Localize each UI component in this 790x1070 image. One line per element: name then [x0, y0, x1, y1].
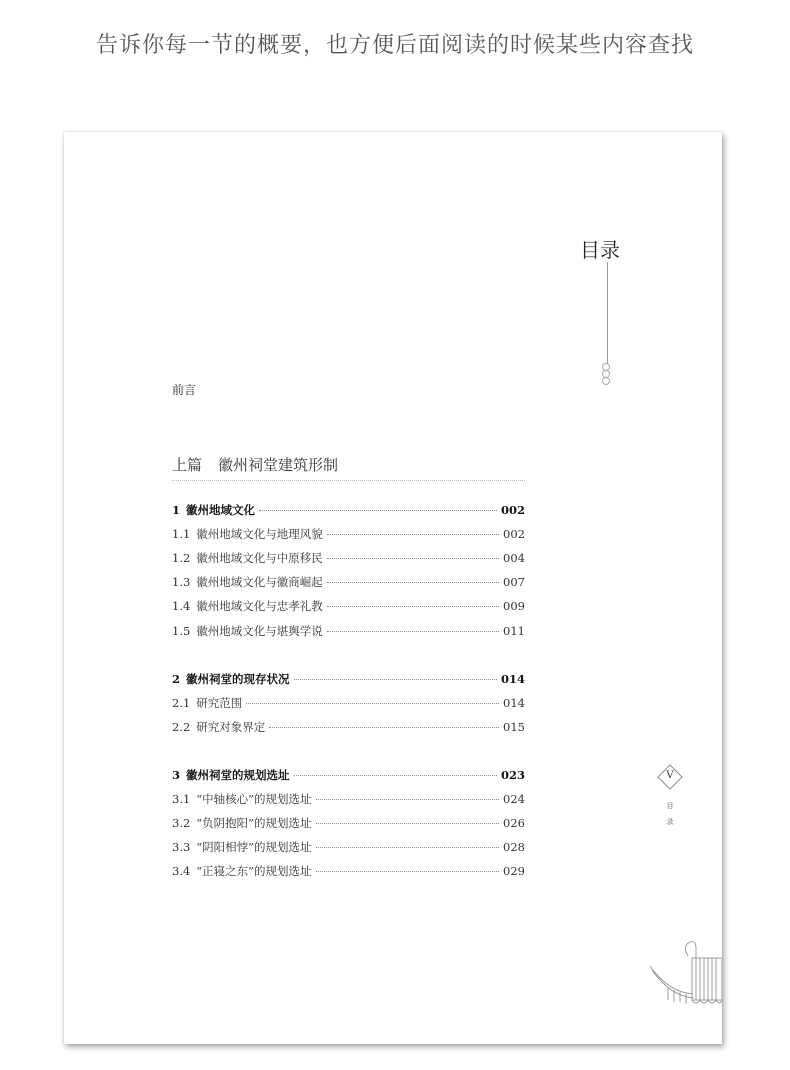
toc-chapter-entry[interactable] — [172, 767, 525, 783]
entry-title: 徽州地域文化 — [186, 503, 256, 517]
page-title: 目录 — [580, 238, 620, 262]
entry-number: 1.4 — [172, 599, 191, 613]
entry-page: 007 — [503, 575, 525, 589]
entry-page: 002 — [503, 527, 525, 541]
toc-section-entry[interactable] — [172, 526, 525, 542]
dot-leader — [327, 631, 499, 632]
entry-number: 2.2 — [172, 720, 191, 734]
dot-leader — [316, 847, 499, 848]
entry-title: 徽州祠堂的现存状况 — [186, 672, 290, 686]
dot-leader — [294, 775, 497, 776]
side-marker — [650, 768, 690, 830]
entry-page: 029 — [503, 864, 525, 878]
entry-page: 024 — [503, 792, 525, 806]
part-heading — [172, 454, 338, 475]
toc-section-entry[interactable] — [172, 815, 525, 831]
toc-section-entry[interactable] — [172, 695, 525, 711]
entry-title: 研究范围 — [196, 696, 243, 710]
dot-leader — [327, 534, 499, 535]
entry-page: 009 — [503, 599, 525, 613]
part-divider — [172, 480, 525, 481]
pavilion-illustration-icon — [648, 932, 722, 1036]
dot-leader — [316, 823, 499, 824]
toc-section-entry[interactable] — [172, 863, 525, 879]
dot-leader — [316, 871, 499, 872]
dot-leader — [327, 558, 499, 559]
part-title: 徽州祠堂建筑形制 — [218, 456, 339, 474]
entry-page: 014 — [500, 672, 525, 686]
entry-number: 1.5 — [172, 624, 191, 638]
title-divider — [607, 262, 608, 364]
side-label-1: 目 — [666, 802, 674, 810]
entry-number: 3 — [172, 768, 181, 782]
entry-number: 2.1 — [172, 696, 191, 710]
entry-title: “中轴核心”的规划选址 — [196, 792, 312, 806]
toc-section-entry[interactable] — [172, 839, 525, 855]
entry-title: 徽州地域文化与中原移民 — [196, 551, 323, 565]
toc-preface[interactable]: 前言 — [172, 383, 197, 397]
toc-section-entry[interactable] — [172, 598, 525, 614]
entry-page: 004 — [503, 551, 525, 565]
dot-leader — [316, 799, 499, 800]
book-page — [64, 132, 722, 1044]
part-label: 上篇 — [172, 456, 203, 474]
dot-leader — [259, 510, 497, 511]
entry-title: “正寝之东”的规划选址 — [196, 864, 312, 878]
entry-title: 研究对象界定 — [196, 720, 266, 734]
toc-section-entry[interactable] — [172, 623, 525, 639]
entry-page: 023 — [500, 768, 525, 782]
dot-leader — [327, 582, 499, 583]
entry-page: 002 — [500, 503, 525, 517]
dot-leader — [294, 679, 497, 680]
knot-ornament-icon — [602, 364, 610, 385]
entry-title: 徽州地域文化与忠孝礼教 — [196, 599, 323, 613]
entry-number: 3.1 — [172, 792, 191, 806]
entry-page: 015 — [503, 720, 525, 734]
dot-leader — [246, 703, 499, 704]
toc-chapter-entry[interactable] — [172, 671, 525, 687]
entry-page: 028 — [503, 840, 525, 854]
entry-title: 徽州祠堂的规划选址 — [186, 768, 290, 782]
entry-number: 3.2 — [172, 816, 191, 830]
entry-number: 1 — [172, 503, 181, 517]
toc-section-entry[interactable] — [172, 719, 525, 735]
entry-page: 026 — [503, 816, 525, 830]
entry-number: 2 — [172, 672, 181, 686]
entry-title: 徽州地域文化与地理风貌 — [196, 527, 323, 541]
entry-number: 3.3 — [172, 840, 191, 854]
toc-section-entry[interactable] — [172, 574, 525, 590]
entry-title: 徽州地域文化与徽商崛起 — [196, 575, 323, 589]
page-number: V — [666, 770, 674, 781]
entry-number: 1.3 — [172, 575, 191, 589]
entry-title: “阴阳相悖”的规划选址 — [196, 840, 312, 854]
toc-chapter-entry[interactable] — [172, 502, 525, 518]
toc-section-entry[interactable] — [172, 550, 525, 566]
entry-number: 1.1 — [172, 527, 191, 541]
entry-title: 徽州地域文化与堪舆学说 — [196, 624, 323, 638]
dot-leader — [327, 606, 499, 607]
entry-page: 014 — [503, 696, 525, 710]
dot-leader — [269, 727, 499, 728]
entry-page: 011 — [503, 624, 525, 638]
entry-number: 3.4 — [172, 864, 191, 878]
toc-section-entry[interactable] — [172, 791, 525, 807]
side-label-2: 录 — [666, 818, 674, 826]
entry-title: “负阴抱阳”的规划选址 — [196, 816, 312, 830]
caption: 告诉你每一节的概要，也方便后面阅读的时候某些内容查找 — [95, 33, 694, 58]
entry-number: 1.2 — [172, 551, 191, 565]
